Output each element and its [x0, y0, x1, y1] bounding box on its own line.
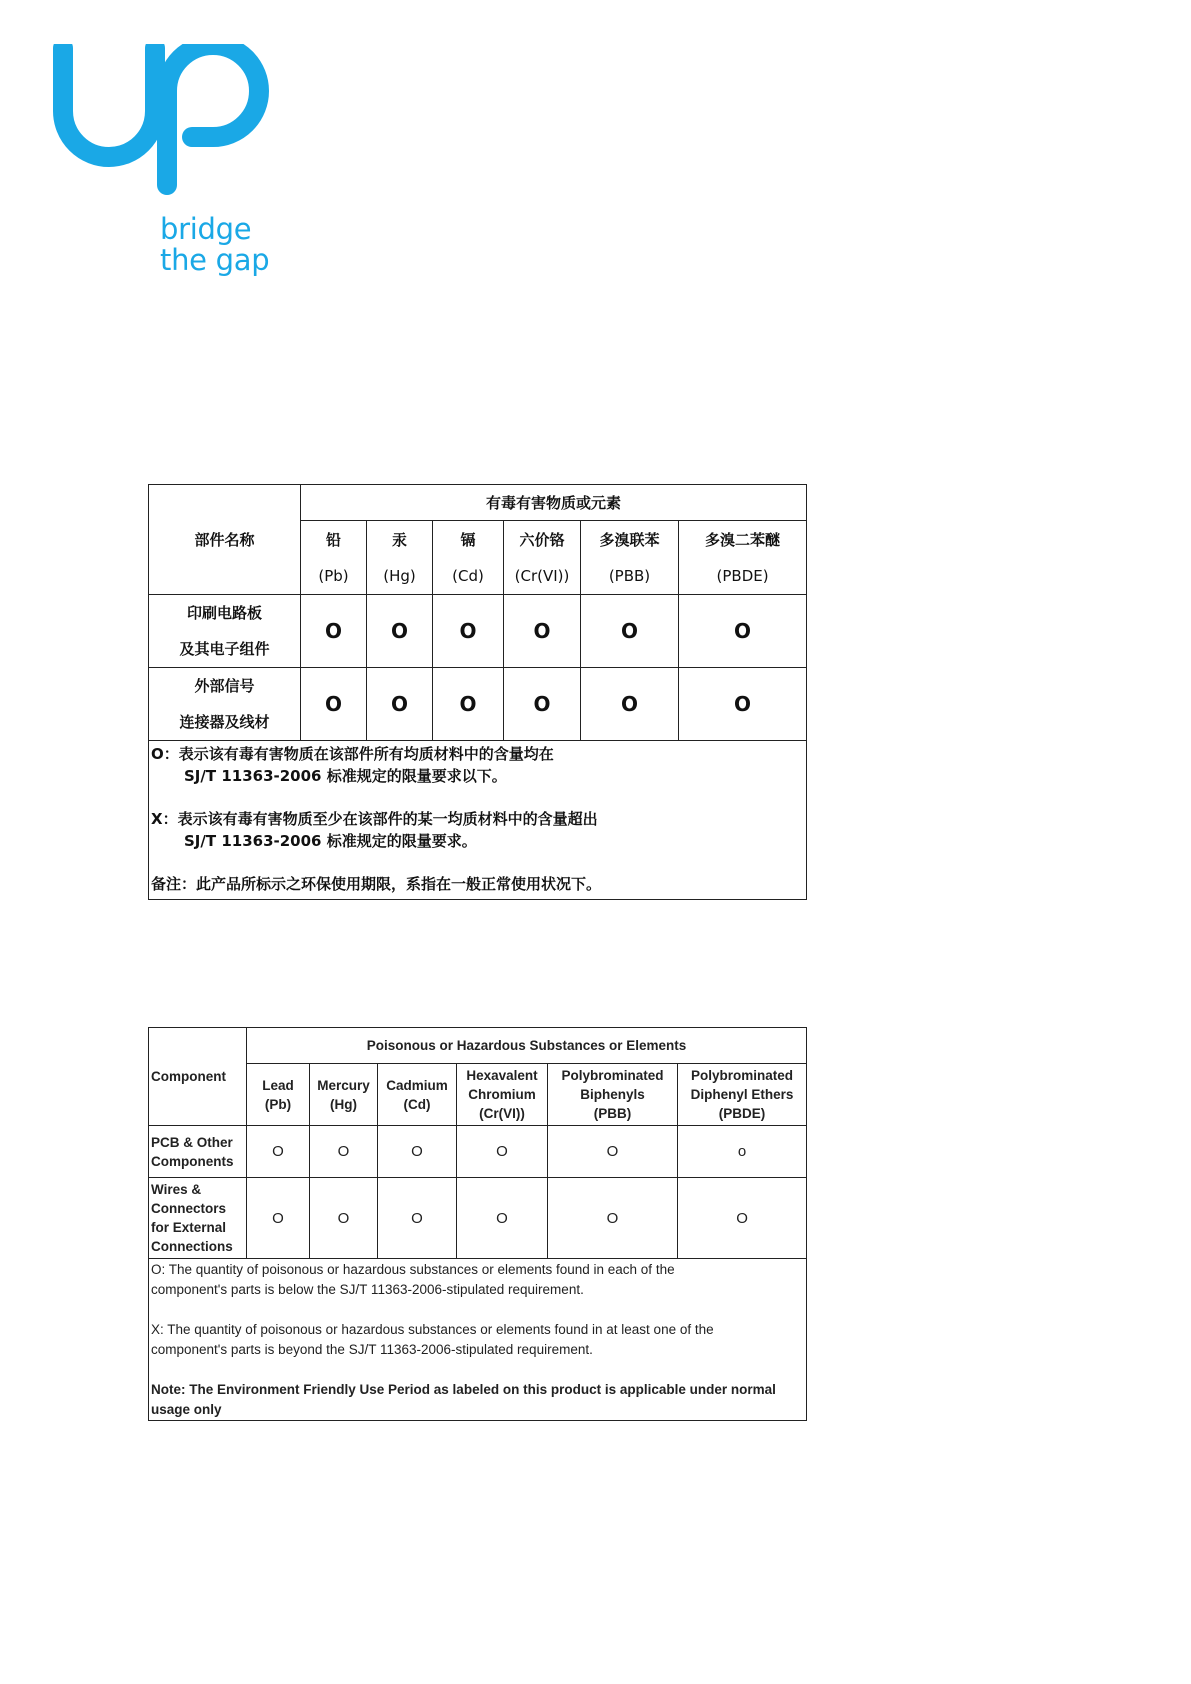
cn-col-cr6: 六价铬 (Cr(VI)) [504, 521, 581, 595]
table-row [149, 1126, 807, 1178]
cn-cell: O [504, 668, 581, 741]
cn-col-pbde: 多溴二苯醚 (PBDE) [679, 521, 807, 595]
cn-cell: O [301, 668, 367, 741]
cn-row-label: 印刷电路板 及其电子组件 [149, 595, 301, 668]
cn-cell: O [301, 595, 367, 668]
table-row [149, 668, 807, 741]
en-cell: O [378, 1126, 457, 1178]
cn-note-o-1: O：表示该有毒有害物质在该部件所有均质材料中的含量均在 [151, 745, 554, 763]
en-hazardous-substances-table [148, 1027, 807, 1421]
en-cell: O [247, 1178, 310, 1259]
en-row-label: Wires & Connectors for External Connections [149, 1178, 247, 1259]
en-col-pb: Lead (Pb) [247, 1064, 310, 1126]
cn-cell: O [433, 668, 504, 741]
en-note-x-1: X: The quantity of poisonous or hazardous substances or elements found in at least one of the [151, 1322, 714, 1337]
en-cell: O [378, 1178, 457, 1259]
en-note-o-1: O: The quantity of poisonous or hazardous substances or elements found in each of the [151, 1262, 675, 1277]
cn-component-header: 部件名称 [149, 485, 301, 595]
en-group-header: Poisonous or Hazardous Substances or Elements [247, 1028, 807, 1064]
cn-cell: O [679, 595, 807, 668]
en-notes [149, 1259, 807, 1421]
en-col-pbb: Polybrominated Biphenyls (PBB) [548, 1064, 678, 1126]
cn-note-x-2: SJ/T 11363-2006 标准规定的限量要求。 [184, 832, 477, 850]
en-cell: o [678, 1126, 807, 1178]
en-cell: O [678, 1178, 807, 1259]
en-cell: O [548, 1126, 678, 1178]
en-col-cr6: Hexavalent Chromium (Cr(VI)) [457, 1064, 548, 1126]
tagline-line-2: the gap [160, 243, 270, 277]
en-note-o-2: component's parts is below the SJ/T 11363-2006-stipulated requirement. [151, 1282, 584, 1297]
cn-cell: O [679, 668, 807, 741]
en-component-header: Component [149, 1028, 247, 1126]
en-cell: O [457, 1126, 548, 1178]
en-col-hg: Mercury (Hg) [310, 1064, 378, 1126]
cn-col-hg: 汞 (Hg) [367, 521, 433, 595]
cn-hazardous-substances-table [148, 484, 807, 900]
en-cell: O [247, 1126, 310, 1178]
cn-group-header: 有毒有害物质或元素 [301, 485, 807, 521]
cn-cell: O [581, 668, 679, 741]
cn-cell: O [504, 595, 581, 668]
tagline-line-1: bridge [160, 212, 252, 246]
cn-note-x-1: X：表示该有毒有害物质至少在该部件的某一均质材料中的含量超出 [151, 810, 598, 828]
cn-col-pb: 铅 (Pb) [301, 521, 367, 595]
cn-cell: O [367, 668, 433, 741]
en-cell: O [310, 1178, 378, 1259]
en-col-cd: Cadmium (Cd) [378, 1064, 457, 1126]
cn-row-label: 外部信号 连接器及线材 [149, 668, 301, 741]
en-cell: O [457, 1178, 548, 1259]
cn-note-o-2: SJ/T 11363-2006 标准规定的限量要求以下。 [184, 767, 507, 785]
table-row [149, 595, 807, 668]
en-col-pbde: Polybrominated Diphenyl Ethers (PBDE) [678, 1064, 807, 1126]
cn-col-pbb: 多溴联苯 (PBB) [581, 521, 679, 595]
en-cell: O [310, 1126, 378, 1178]
en-note-remark-1: Note: The Environment Friendly Use Period as labeled on this product is applicable under normal [151, 1382, 776, 1397]
tagline [160, 214, 269, 276]
up-logo-mark [52, 44, 272, 204]
cn-cell: O [581, 595, 679, 668]
cn-col-cd: 镉 (Cd) [433, 521, 504, 595]
en-note-x-2: component's parts is beyond the SJ/T 11363-2006-stipulated requirement. [151, 1342, 593, 1357]
en-cell: O [548, 1178, 678, 1259]
cn-notes [149, 741, 807, 900]
en-row-label: PCB & Other Components [149, 1126, 247, 1178]
cn-cell: O [433, 595, 504, 668]
cn-cell: O [367, 595, 433, 668]
cn-note-remark: 备注：此产品所标示之环保使用期限，系指在一般正常使用状况下。 [151, 875, 602, 893]
en-note-remark-2: usage only [151, 1402, 222, 1417]
table-row [149, 1178, 807, 1259]
